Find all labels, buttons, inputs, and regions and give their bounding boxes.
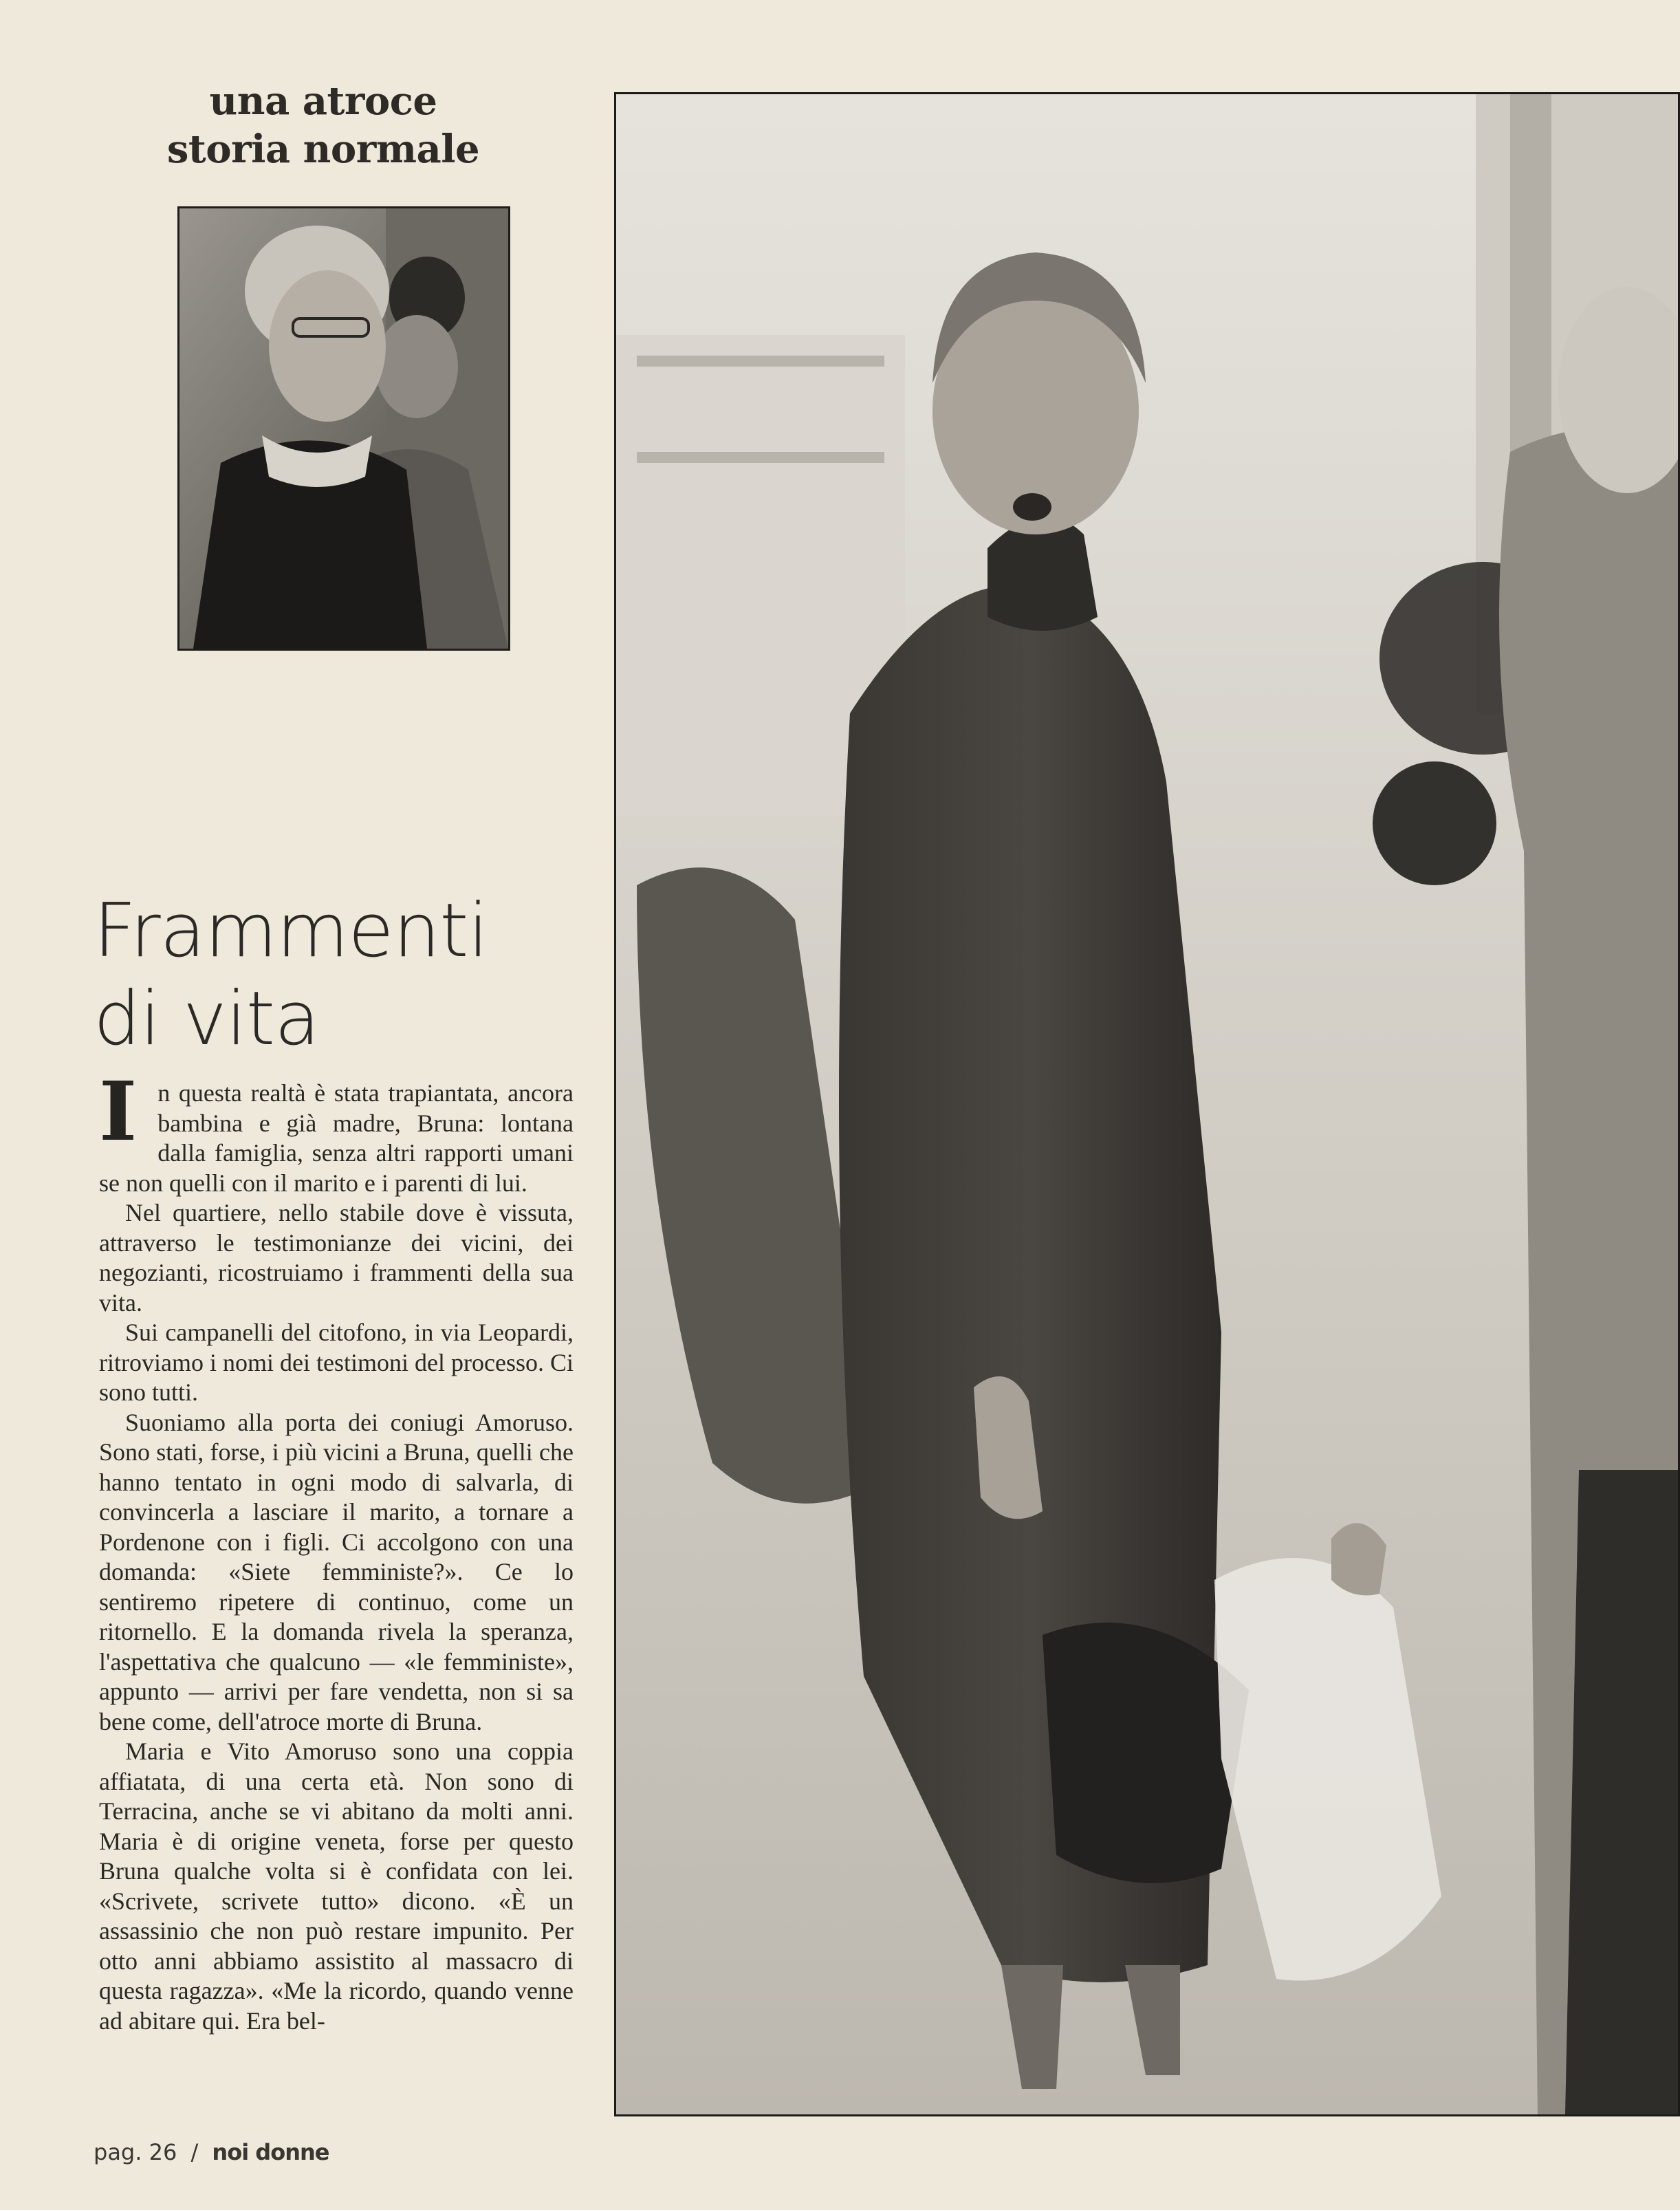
paragraph-5: Maria e Vito Amoruso sono una coppia affiatata, di una certa età. Non sono di Terracina, anche se vi abitano da molti anni. Maria è di origine veneta, forse per questo Bruna qualche volta si è confidata con lei. «Scrivete, scrivete tutto» dicono. «È un assassinio che non può restare impunito. Per otto anni abbiamo assistito al massacro di questa ragazza». «Me la ricordo, quando venne ad abitare qui. Era bel-	[99, 1737, 574, 2035]
paragraph-1	[99, 1063, 574, 1198]
paragraph-4: Suoniamo alla porta dei coniugi Amoruso. Sono stati, forse, i più vicini a Bruna, quelli che hanno tentato in ogni modo di salvarla, di convincerla a lasciare il marito, a tornare a Pordenone con i figli. Ci accolgono con una domanda: «Siete femministe?». Ce lo sentiremo ripetere di continuo, come un ritornello. E la domanda rivela la speranza, l'aspettativa che qualcuno — «le femministe», appunto — arrivi per fare vendetta, non si sa bene come, dell'atroce morte di Bruna.	[99, 1408, 574, 1735]
headline	[94, 887, 534, 1063]
page-label: pag.	[94, 2139, 142, 2165]
drop-cap: I	[99, 1063, 138, 1159]
page-footer	[94, 2139, 329, 2165]
paragraph-1-text: n questa realtà è stata trapiantata, ancora bambina e già madre, Bruna: lontana dalla famiglia, senza altri rapporti umani se non quelli con il marito e i parenti di lui.	[99, 1079, 574, 1197]
page-number: 26	[149, 2139, 177, 2165]
headline-line-1: Frammenti	[94, 888, 488, 974]
kicker	[103, 77, 543, 173]
kicker-line-1: una atroce	[209, 78, 437, 124]
paragraph-3: Sui campanelli del citofono, in via Leopardi, ritroviamo i nomi dei testimoni del processo. Ci sono tutti.	[99, 1319, 574, 1406]
thumbnail-illustration	[179, 208, 508, 649]
article-body	[99, 1063, 574, 2036]
headline-line-2: di vita	[94, 976, 320, 1062]
main-photo-illustration	[616, 94, 1678, 2114]
kicker-line-2: storia normale	[166, 127, 480, 172]
paragraph-2: Nel quartiere, nello stabile dove è vissuta, attraverso le testimonianze dei vicini, dei negozianti, ricostruiamo i frammenti della sua vita.	[99, 1199, 574, 1317]
magazine-name: noi donne	[212, 2139, 329, 2165]
thumbnail-photo	[177, 206, 510, 651]
main-photo	[614, 92, 1680, 2116]
footer-separator: /	[190, 2139, 199, 2165]
